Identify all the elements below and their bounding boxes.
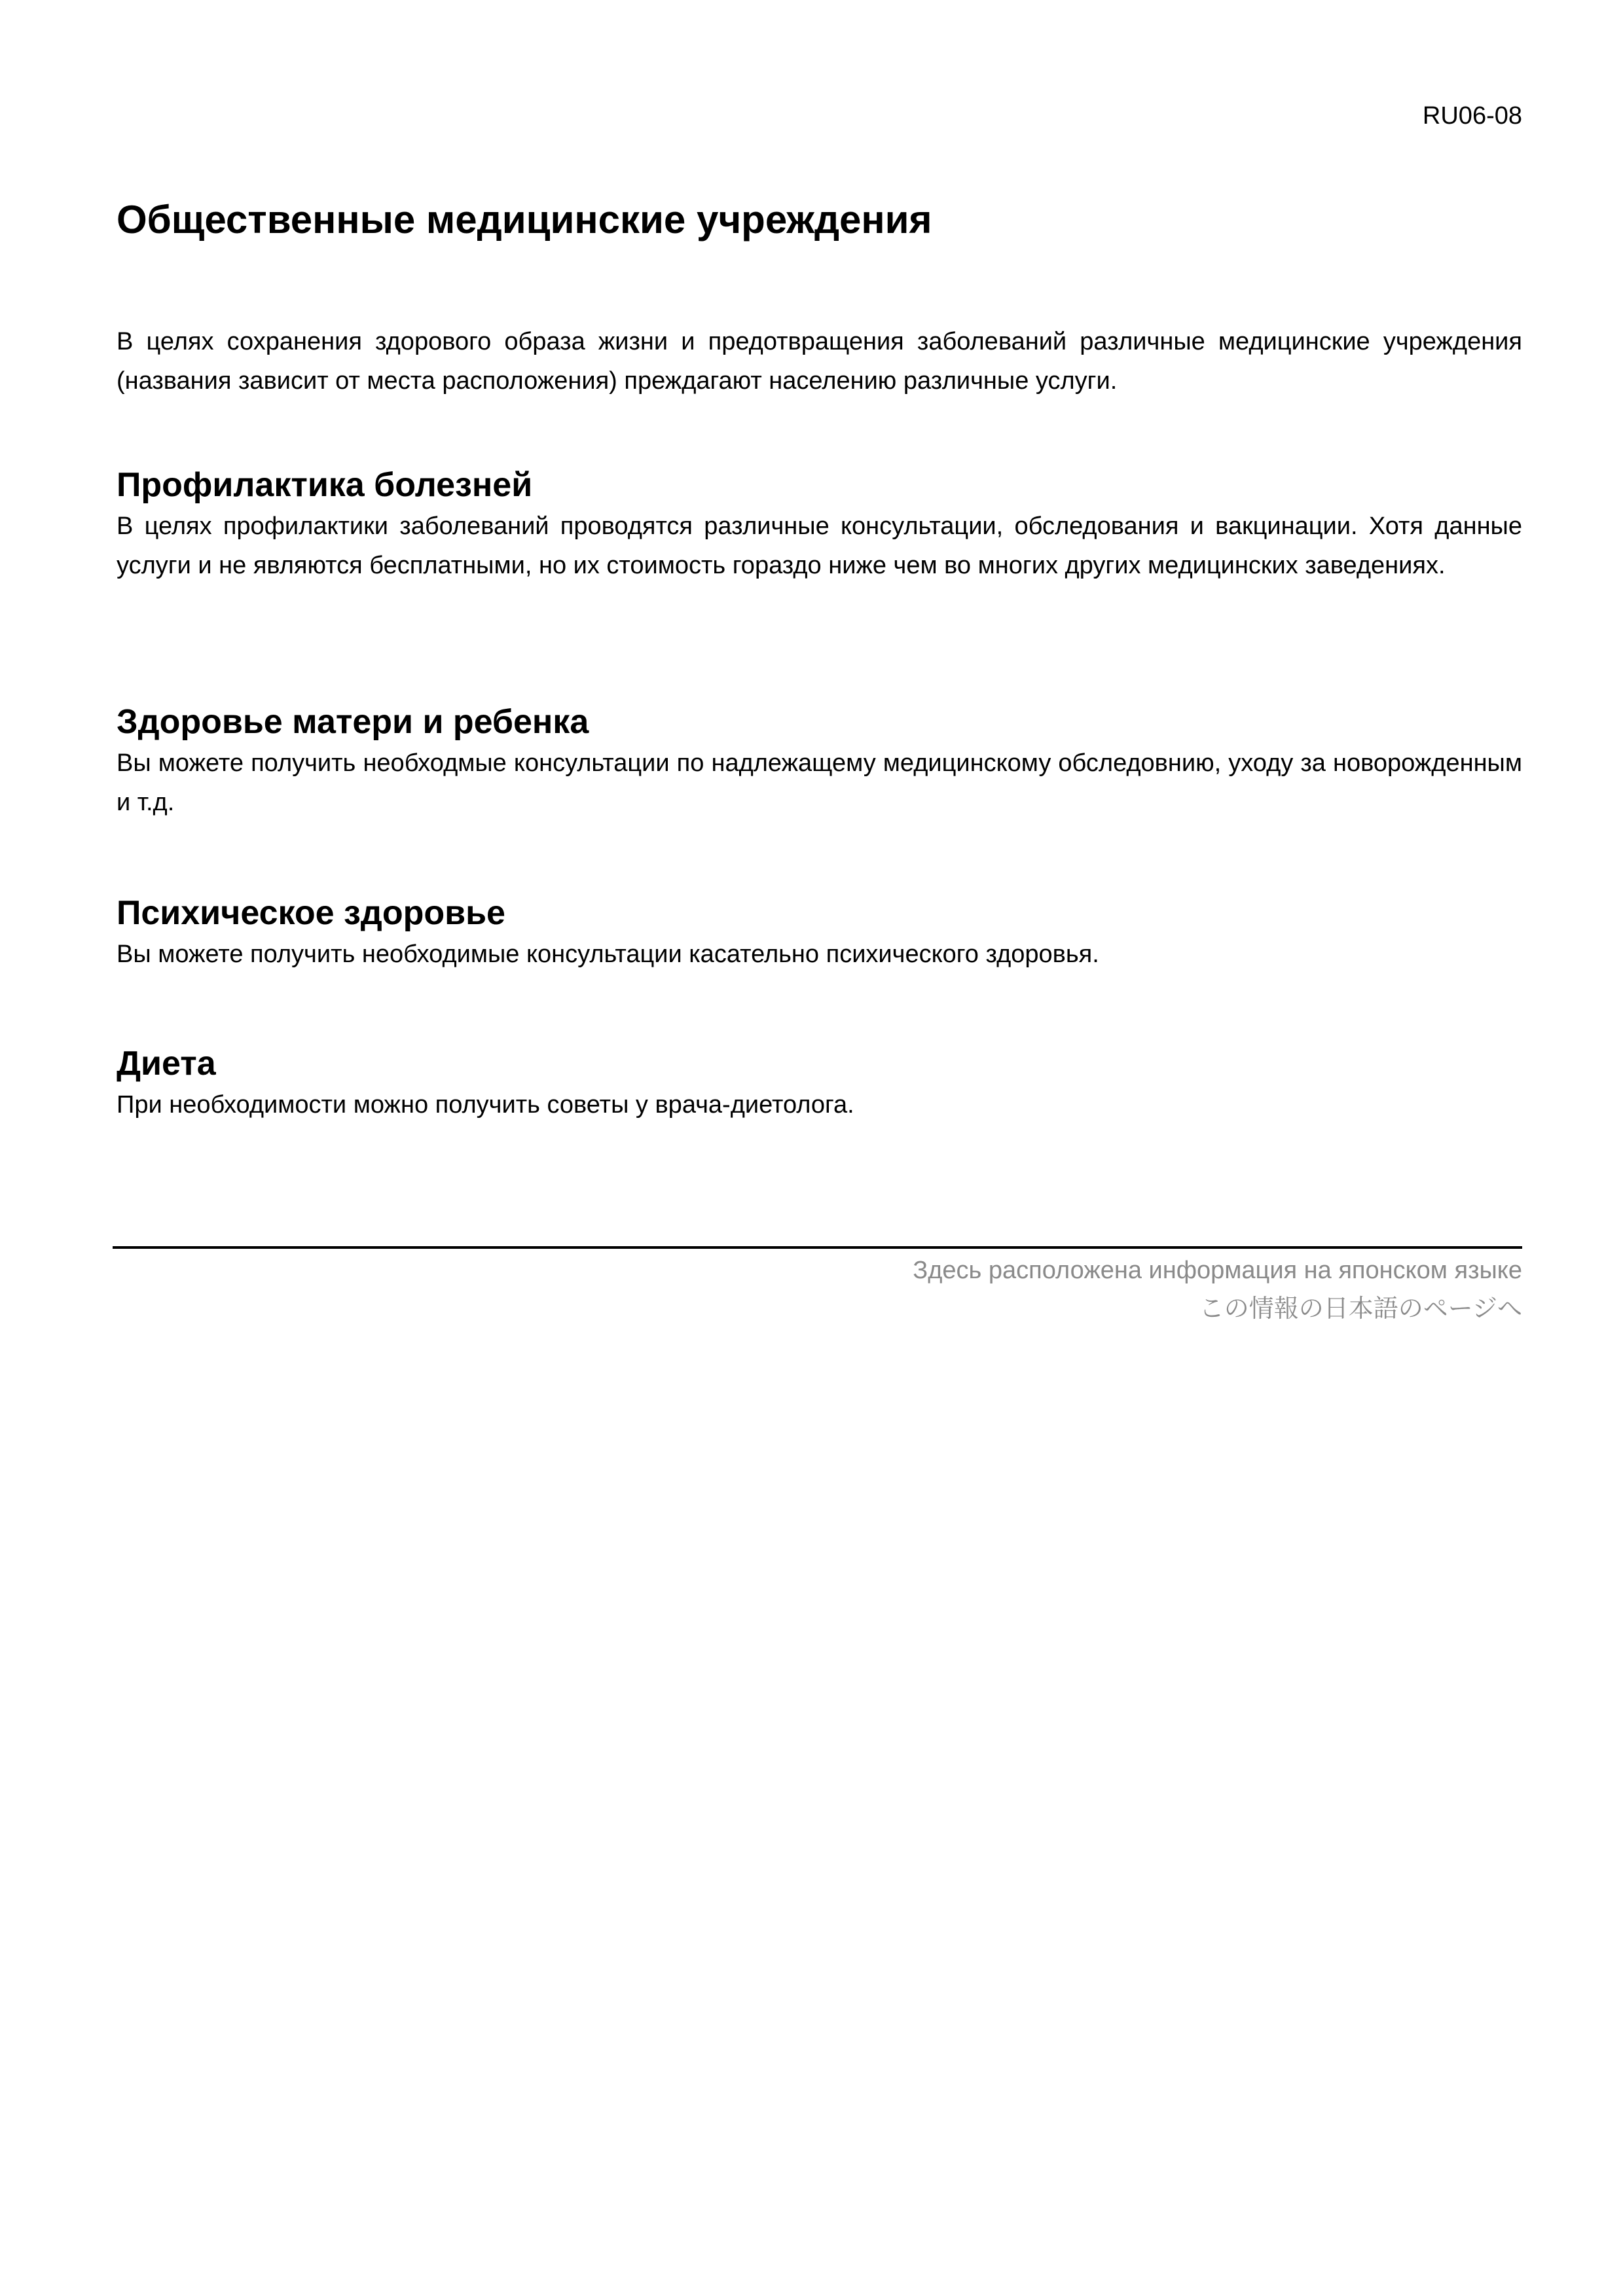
section-diet	[117, 1042, 1522, 1124]
section-maternal-health	[117, 700, 1522, 822]
section-heading: Диета	[117, 1045, 216, 1083]
page-title: Общественные медицинские учреждения	[117, 198, 932, 242]
section-heading: Психическое здоровье	[117, 894, 505, 932]
section-text: При необходимости можно получить советы у врача-диетолога.	[117, 1091, 854, 1119]
section-text: В целях профилактики заболеваний проводятся различные консультации, обследования и вакцинации. Хотя данные услуги и не являются бесплатными, но их стоимость гораздо ниже чем во многих других медицинских заведениях.	[117, 512, 1522, 579]
section-text: Вы можете получить необходимые консультации касательно психического здоровья.	[117, 941, 1099, 968]
section-heading: Профилактика болезней	[117, 466, 533, 504]
intro-paragraph: В целях сохранения здорового образа жизни и предотвращения заболеваний различные медицинские учреждения (названия зависит от места расположения) преждагают населению различные услуги.	[117, 328, 1522, 395]
japanese-info-link-ru[interactable]: Здесь расположена информация на японском языке	[913, 1257, 1522, 1284]
section-heading: Здоровье матери и ребенка	[117, 703, 589, 741]
footer-divider	[113, 1246, 1522, 1249]
section-text: Вы можете получить необходмые консультации по надлежащему медицинскому обследовнию, уходу за новорожденным и т.д.	[117, 749, 1522, 816]
japanese-info-link-jp[interactable]: この情報の日本語のページへ	[1199, 1294, 1522, 1323]
section-mental-health	[117, 891, 1522, 974]
section-prevention	[117, 463, 1522, 585]
document-code: RU06-08	[1422, 102, 1522, 130]
